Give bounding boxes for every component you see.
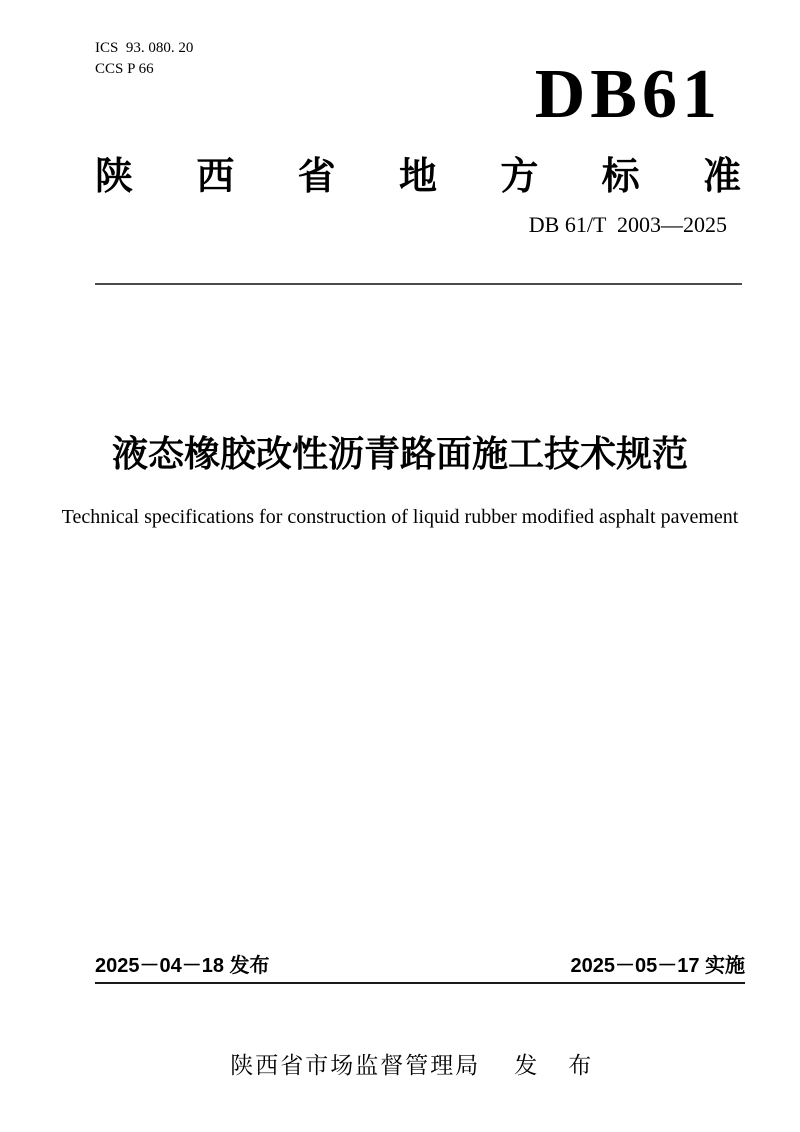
standard-type-char: 省 (297, 156, 336, 198)
standard-number: DB 61/T 2003—2025 (528, 212, 727, 237)
standard-type-banner (95, 158, 741, 198)
header-rule (95, 283, 742, 285)
standard-type-char: 方 (500, 156, 539, 198)
ccs-code: CCS P 66 (95, 61, 154, 77)
document-title-en: Technical specifications for construction of liquid rubber modified asphalt pavement (61, 506, 739, 528)
publish-action-label: 发 布 (514, 1052, 596, 1079)
document-title-zh: 液态橡胶改性沥青路面施工技术规范 (111, 433, 688, 474)
standard-type-char: 地 (398, 156, 437, 198)
dates-row (95, 954, 745, 978)
implementation-date: 2025－05－17 实施 (570, 955, 745, 977)
footer-rule (95, 982, 745, 984)
standard-type-char: 陕 (95, 156, 134, 198)
standard-type-char: 准 (702, 156, 741, 198)
db61-logo: DB61 (534, 56, 722, 133)
ics-code: ICS 93. 080. 20 (95, 40, 194, 56)
publisher-row (0, 1028, 800, 1104)
issue-date: 2025－04－18 发布 (95, 955, 270, 977)
standard-type-char: 标 (601, 156, 640, 198)
standard-type-char: 西 (196, 156, 235, 198)
publisher-name: 陕西省市场监督管理局 (230, 1052, 481, 1079)
